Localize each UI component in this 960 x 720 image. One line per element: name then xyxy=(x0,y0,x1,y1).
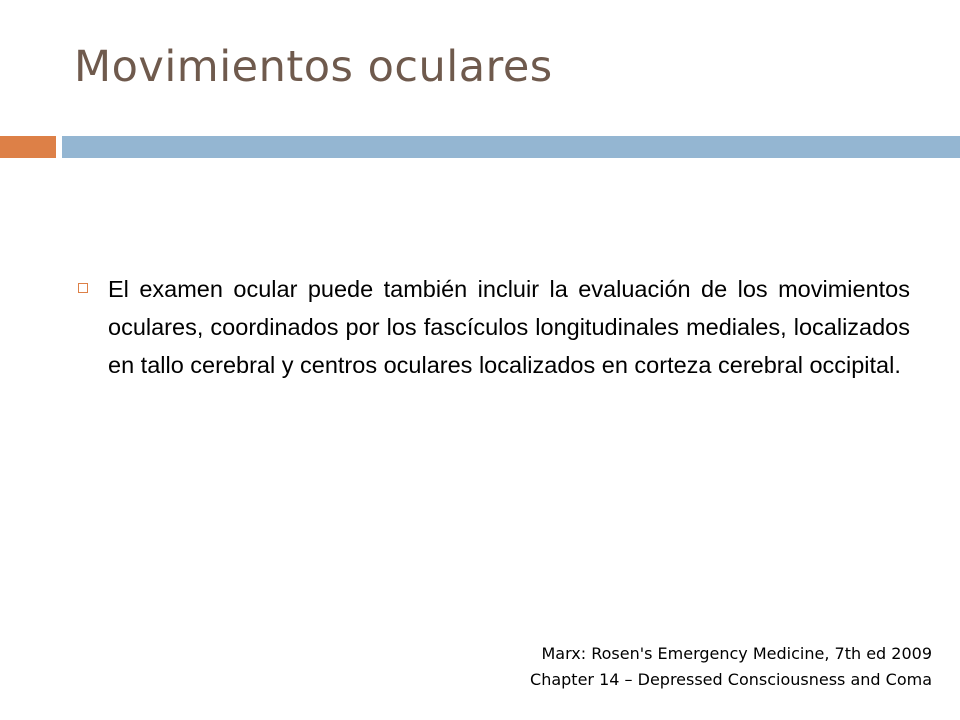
bullet-item xyxy=(76,270,910,384)
citation-chapter: Chapter 14 – Depressed Consciousness and Coma xyxy=(530,670,932,689)
bullet-text: El examen ocular puede también incluir la evaluación de los movimientos oculares, coordinados por los fascículos longitudinales mediales, localizados en tallo cerebral y centros oculares localizados en corteza cerebral occipital. xyxy=(108,276,910,378)
citation xyxy=(530,641,932,693)
accent-bar-orange xyxy=(0,136,56,158)
hollow-square-bullet-icon xyxy=(78,283,88,293)
bullet-list xyxy=(76,270,910,384)
slide-title: Movimientos oculares xyxy=(74,42,553,92)
accent-bar-blue xyxy=(62,136,960,158)
citation-source: Marx: Rosen's Emergency Medicine, 7th ed 2009 xyxy=(541,644,932,663)
